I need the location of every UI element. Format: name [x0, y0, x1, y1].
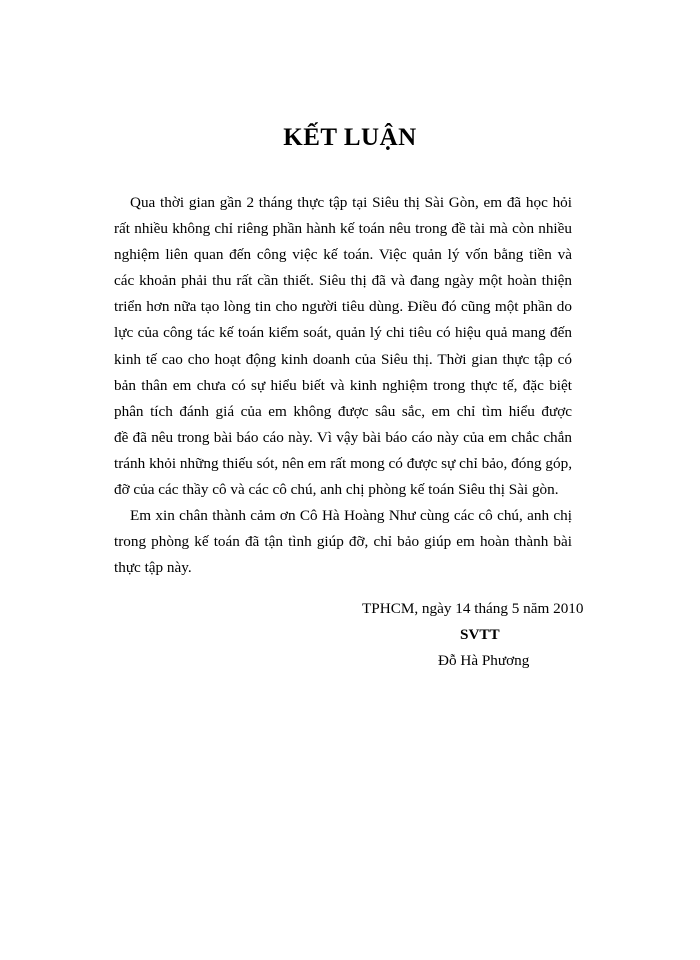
paragraph-2-line: Em xin chân thành cảm ơn Cô Hà Hoàng Như cùng các cô chú, anh chị	[130, 507, 572, 525]
signature-date: TPHCM, ngày 14 tháng 5 năm 2010	[362, 600, 584, 617]
paragraph-1-line: rất nhiều không chỉ riêng phần hành kế toán nêu trong đề tài mà còn nhiều	[114, 220, 572, 238]
page-title: KẾT LUẬN	[283, 124, 417, 151]
paragraph-2-line: thực tập này.	[114, 559, 192, 577]
paragraph-1-line: bản thân em chưa có sự hiểu biết và kinh nghiệm trong thực tế, đặc biệt	[114, 376, 572, 394]
signature-role: SVTT	[460, 626, 500, 643]
paragraph-1-line: lực của công tác kế toán kiểm soát, quản lý chi tiêu có hiệu quả mang đến	[114, 324, 572, 342]
signature-block	[362, 596, 602, 674]
paragraph-1-line: triển hơn nữa tạo lòng tin cho người tiêu dùng. Điều đó cũng một phần do	[114, 298, 572, 316]
paragraph-1-line: đề đã nêu trong bài báo cáo này. Vì vậy bài báo cáo này của em chắc chắn	[114, 428, 572, 446]
conclusion-body	[114, 190, 572, 581]
signature-name: Đỗ Hà Phương	[438, 652, 530, 669]
paragraph-1-line: các khoản phải thu rất cần thiết. Siêu thị đã và đang ngày một hoàn thiện	[114, 272, 572, 290]
paragraph-1-line: tránh khỏi những thiếu sót, nên em rất mong có được sự chỉ bảo, đóng góp,	[114, 454, 572, 472]
paragraph-1-line: nghiệm liên quan đến công việc kế toán. Việc quản lý vốn bằng tiền và	[114, 246, 572, 264]
paragraph-1-line: đỡ của các thầy cô và các cô chú, anh chị phòng kế toán Siêu thị Sài gòn.	[114, 481, 559, 499]
paragraph-1-line: kinh tế cao cho hoạt động kinh doanh của Siêu thị. Thời gian thực tập có	[114, 350, 572, 368]
paragraph-2-line: trong phòng kế toán đã tận tình giúp đỡ, chỉ bảo giúp em hoàn thành bài	[114, 533, 572, 551]
paragraph-1-line: Qua thời gian gần 2 tháng thực tập tại Siêu thị Sài Gòn, em đã học hỏi	[130, 194, 572, 211]
paragraph-1-line: phân tích đánh giá của em không được sâu sắc, em chỉ tìm hiểu được	[114, 402, 572, 420]
